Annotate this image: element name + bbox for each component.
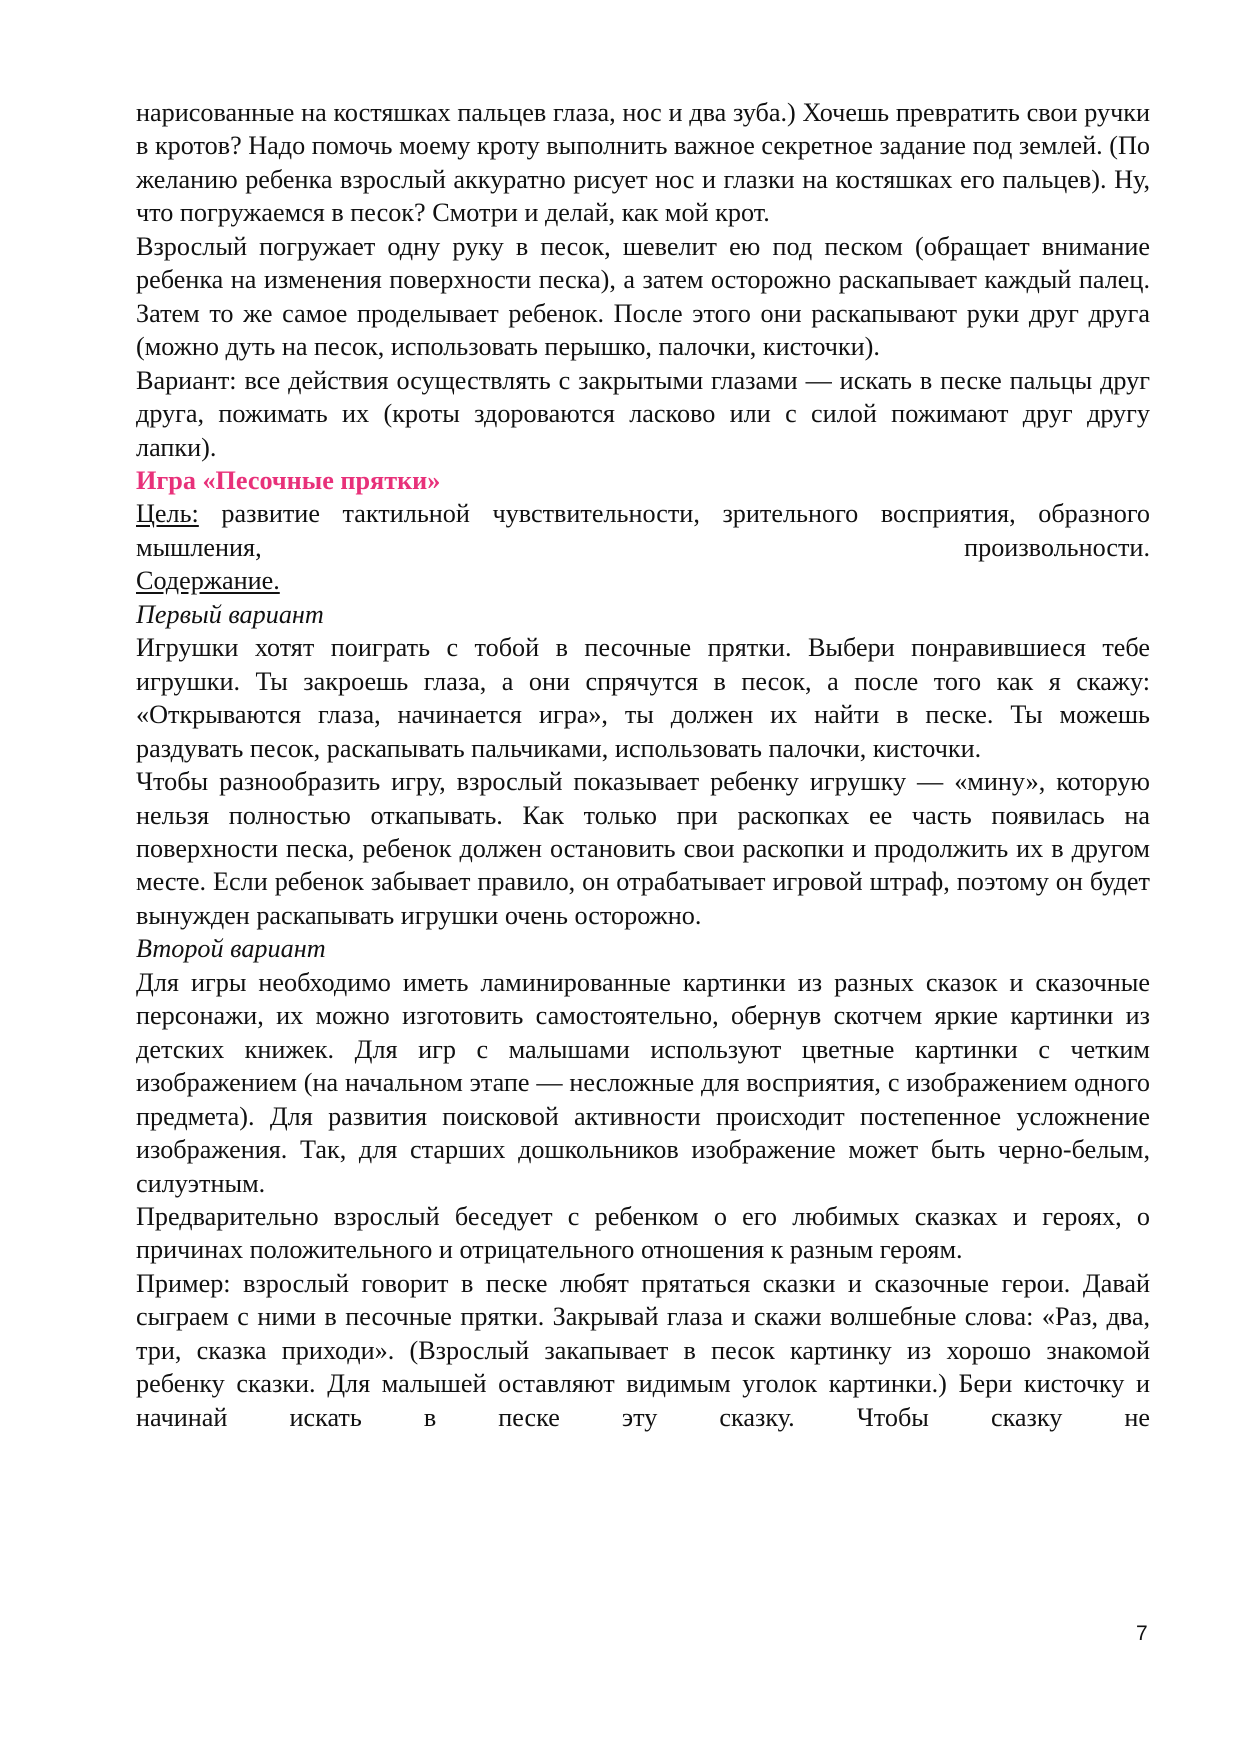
content-label: Содержание.: [136, 566, 280, 596]
variant2-paragraph-3: Пример: взрослый говорит в песке любят прятаться сказки и сказочные герои. Давай сыграем с ними в песочные прятки. Закрывай глаза и скажи волшебные слова: «Раз, два, три, сказка приходи». (Взрослый закапывает в песок картинку из хорошо знакомой ребенку сказки. Для малышей оставляют видимым уголок картинки.) Бери кисточку и начинай искать в песке эту сказку. Чтобы сказку не: [136, 1268, 1150, 1432]
variant1-title: Первый вариант: [136, 599, 324, 629]
game-heading: Игра «Песочные прятки»: [136, 465, 441, 495]
variant1-paragraph-2: Чтобы разнообразить игру, взрослый показывает ребенку игрушку — «мину», которую нельзя полностью откапывать. Как только при раскопках ее часть появилась на поверхности песка, ребенок должен остановить свои раскопки и продолжить их в другом месте. Если ребенок забывает правило, он отрабатывает игровой штраф, поэтому он будет вынужден раскапывать игрушки очень осторожно.: [136, 767, 1150, 930]
paragraph-adult-actions: Взрослый погружает одну руку в песок, шевелит ею под песком (обращает внимание ребенка на изменения поверхности песка), а затем осторожно раскапывает каждый палец. Затем то же самое проделывает ребенок. После этого они раскапывают руки друг друга (можно дуть на песок, использовать перышко, палочки, кисточки).: [136, 231, 1150, 362]
variant2-paragraph-2: Предварительно взрослый беседует с ребенком о его любимых сказках и героях, о причинах положительного и отрицательного отношения к разным героям.: [136, 1201, 1150, 1265]
variant1-paragraph-1: Игрушки хотят поиграть с тобой в песочные прятки. Выбери понравившиеся тебе игрушки. Ты закроешь глаза, а они спрячутся в песок, а после того как я скажу: «Открываются глаза, начинается игра», ты должен их найти в песке. Ты можешь раздувать песок, раскапывать пальчиками, использовать палочки, кисточки.: [136, 633, 1150, 763]
paragraph-mole-intro: нарисованные на костяшках пальцев глаза, нос и два зуба.) Хочешь превратить свои ручки в кротов? Надо помочь моему кроту выполнить важное секретное задание под землей. (По желанию ребенка взрослый аккуратно рисует нос и глазки на костяшках его пальцев). Ну, что погружаемся в песок? Смотри и делай, как мой крот.: [136, 98, 1150, 228]
paragraph-variant-note: Вариант: все действия осуществлять с закрытыми глазами — искать в песке пальцы друг друга, пожимать их (кроты здороваются ласково или с силой пожимают друг другу лапки).: [136, 365, 1150, 462]
page-number: 7: [1136, 1622, 1148, 1645]
document-page: [136, 96, 1150, 1434]
goal-label: Цель:: [136, 499, 199, 529]
variant2-title: Второй вариант: [136, 934, 326, 964]
goal-paragraph: [136, 497, 1150, 564]
content-label-line: [136, 564, 1150, 597]
variant2-paragraph-1: Для игры необходимо иметь ламинированные картинки из разных сказок и сказочные персонажи, их можно изготовить самостоятельно, обернув скотчем яркие картинки из детских книжек. Для игр с малышами используют цветные картинки с четким изображением (на начальном этапе — несложные для восприятия, с изображением одного предмета). Для развития поисковой активности происходит постепенное усложнение изображения. Так, для старших дошкольников изображение может быть черно-белым, силуэтным.: [136, 967, 1150, 1198]
goal-text: развитие тактильной чувствительности, зрительного восприятия, образного мышления, произвольности.: [136, 499, 1150, 562]
